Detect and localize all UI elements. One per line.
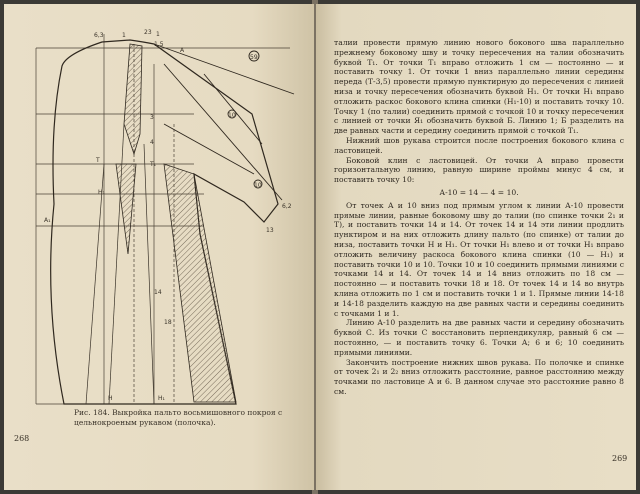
- label-H: Н: [108, 395, 113, 402]
- label-H1-lower: Н₁: [158, 395, 165, 402]
- label-3: 3: [150, 114, 154, 121]
- construction-lines: [36, 34, 290, 404]
- label-23: 23: [144, 29, 152, 36]
- paragraph-3: Боковой клин с ластовицей. От точки А вправо провести горизонтальную линию, равную ширине проймы минус 4 см, и поставить точку 10:: [334, 155, 624, 185]
- paragraph-1: талии провести прямую линию нового бокового шва параллельно прежнему боковому шву и точку пересечения на талии обозначить буквой Т₁. От точки Т₁ вправо отложить 1 см — постоянно — и поставить точку 1. От точки 1 вниз параллельно линии середины переда (Т-3,5) провести прямую пунктирную до пересечения с линией низа и точку пересечения обозначить буквой Н₁. От точки Н₁ вправо отложить раскос бокового клина спинки (Н₁-10) и поставить точку 10. Точку 1 (по талии) соединить прямой с точкой 10 и точку пересечения с линией от точки Я₁ обозначить буквой Б. Линию 1; Б разделить на две равных части и середину соединить прямой с точкой Т₁.: [334, 38, 624, 136]
- label-1a: 1: [122, 32, 126, 39]
- label-59: 59: [250, 54, 258, 61]
- body-text: [334, 38, 624, 397]
- figure-caption: Рис. 184. Выкройка пальто восьмишовного покроя с цельнокроеным рукавом (полочка).: [74, 408, 283, 427]
- label-1b: 1: [156, 31, 160, 38]
- label-14: 14: [154, 289, 162, 296]
- page-number-left: 268: [14, 434, 30, 443]
- label-T: Т: [96, 157, 100, 164]
- formula: А-10 = 14 — 4 = 10.: [439, 187, 519, 197]
- hatched-side-panel: [164, 164, 236, 402]
- hatched-dart: [124, 44, 142, 154]
- label-1-5: 1,5: [154, 41, 164, 48]
- paragraph-4: От точек А и 10 вниз под прямым углом к линии А-10 провести прямые линии, равные боковому шву до талии (по спинке точки 2₁ и Т), и поставить точки 14 и 14. От точек 14 и 14 эти линии продлить пунктиром и на них отложить длину пальто (по спинке) от талии до низа, поставить точки Н и Н₁. От точки Н₁ влево и от точки Н₁ вправо отложить величину раскоса бокового клина спинки (10 — Н₁) и поставить точки 10 и 10. Точки 10 и 10 соединить прямыми линиями с точками 14 и 14. От точек 14 и 14 вниз отложить по 18 см — постоянно — и поставить точки 18 и 18. От точек 14 и 14 во внутрь клина отложить по 1 см и поставить точки 1 и 1. Прямые линии 14-18 и 14-18 разделить каждую на две равных части и середины соединить с точками 1 и 1.: [334, 200, 624, 318]
- label-6-2: 6,2: [282, 203, 292, 210]
- paragraph-2: Нижний шов рукава строится после построения бокового клина с ластовицей.: [334, 135, 624, 155]
- label-6-3: 6,3: [94, 32, 104, 39]
- page-number-right: 269: [612, 454, 628, 463]
- label-13: 13: [266, 227, 274, 234]
- label-A: А: [180, 47, 185, 54]
- right-page: [316, 4, 636, 490]
- hatched-side-wedge: [116, 164, 136, 254]
- label-A1: А₁: [44, 217, 51, 224]
- garment-outline: [51, 40, 278, 404]
- label-10a: 10: [228, 112, 236, 119]
- paragraph-6: Закончить построение нижних швов рукава. По полочке и спинке от точек 2₁ и 2₂ вниз отложить расстояние, равное расстоянию между точками по ластовице А и 6. В данном случае это расстояние равно 8 см.: [334, 357, 624, 396]
- paragraph-5: Линию А-10 разделить на две равных части и середину обозначить буквой С. Из точки С восстановить перпендикуляр, равный 6 см — постоянно, — и поставить точку 6. Точки А; 6 и 6; 10 соединить прямыми линиями.: [334, 318, 624, 357]
- label-10b: 10: [254, 182, 262, 189]
- label-4: 4: [150, 139, 154, 146]
- label-T1: Т₁: [150, 161, 157, 168]
- label-18: 18: [164, 319, 172, 326]
- left-page: [4, 4, 314, 490]
- label-H1-upper: Н₁: [98, 189, 105, 196]
